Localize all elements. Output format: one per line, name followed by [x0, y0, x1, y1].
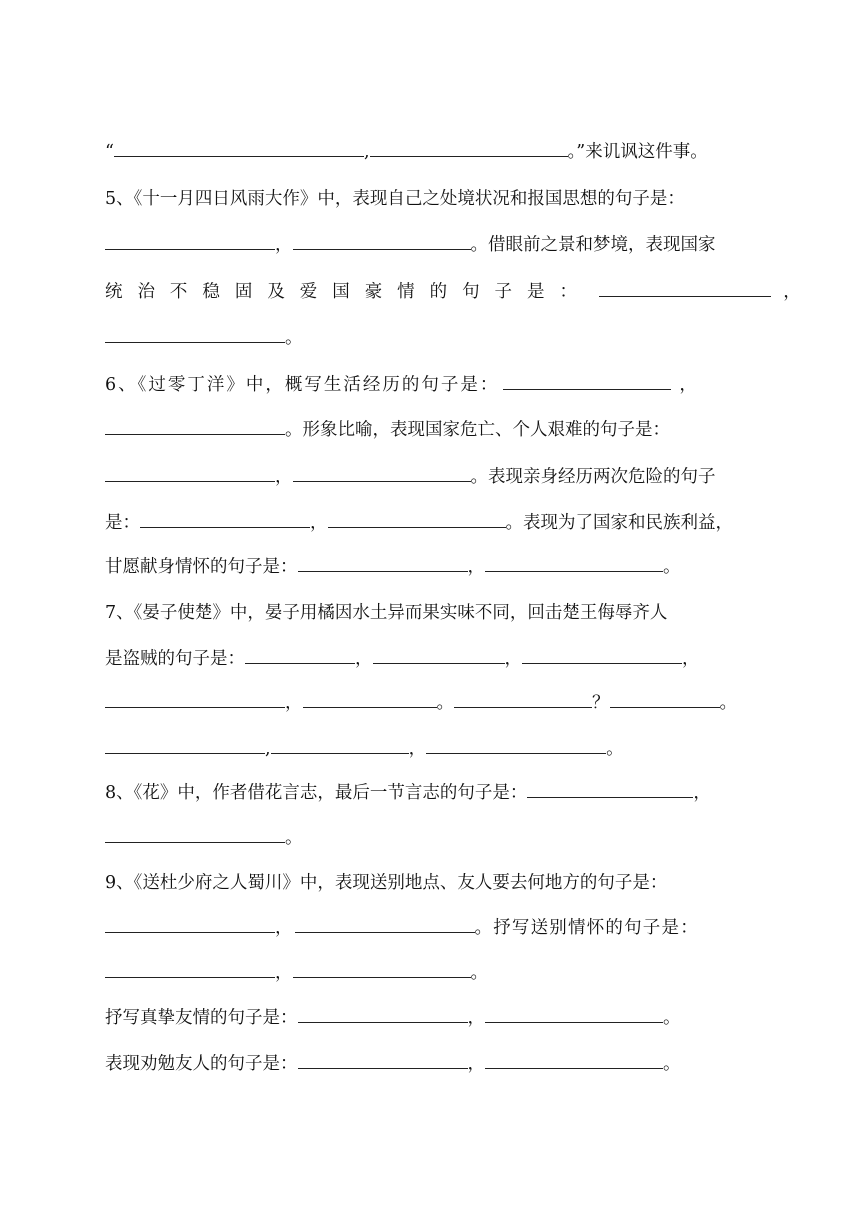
fill-blank[interactable]	[610, 691, 720, 708]
q6-heading: 6、《过零丁洋》中，概写生活经历的句子是： ，	[105, 375, 697, 395]
fill-blank[interactable]	[426, 737, 606, 754]
q9-encourage-line: 表现劝勉友人的句子是： ， 。	[105, 1054, 681, 1074]
fill-blank[interactable]	[293, 233, 471, 250]
fill-blank[interactable]	[373, 647, 505, 664]
fill-blank[interactable]	[140, 511, 310, 528]
q9-friendship-line: 抒写真挚友情的句子是： ， 。	[105, 1008, 681, 1028]
fill-blank[interactable]	[503, 373, 671, 390]
fill-blank[interactable]	[298, 1052, 468, 1069]
fill-blank[interactable]	[114, 140, 364, 157]
fill-blank[interactable]	[245, 647, 355, 664]
fill-blank[interactable]	[105, 465, 275, 482]
q5-line-2: ， 。借眼前之景和梦境，表现国家	[105, 233, 757, 257]
q9-line-3: ， 。	[105, 961, 757, 985]
fill-blank[interactable]	[370, 140, 568, 157]
q5-heading: 5、《十一月四日风雨大作》中，表现自己之处境状况和报国思想的句子是：	[105, 189, 685, 209]
fill-blank[interactable]	[105, 737, 265, 754]
fill-blank[interactable]	[295, 916, 475, 933]
fill-blank[interactable]	[328, 511, 506, 528]
fill-blank[interactable]	[105, 961, 275, 978]
q8-heading: 8、《花》中，作者借花言志，最后一节言志的句子是： ，	[105, 783, 711, 803]
fill-blank[interactable]	[105, 826, 285, 843]
fill-blank[interactable]	[105, 326, 285, 343]
fill-blank[interactable]	[485, 1006, 663, 1023]
q9-heading: 9、《送杜少府之人蜀川》中，表现送别地点、友人要去何地方的句子是：	[105, 873, 668, 893]
fill-blank[interactable]	[298, 1006, 468, 1023]
q6-line-3: ， 。表现亲身经历两次危险的句子	[105, 465, 757, 489]
fill-blank[interactable]	[105, 418, 285, 435]
q6-line-4: 是： ， 。表现为了国家和民族利益，	[105, 513, 733, 533]
fill-blank[interactable]	[599, 280, 771, 297]
fill-blank[interactable]	[271, 737, 409, 754]
open-quote: “	[105, 142, 114, 162]
line-end-text: 。”来讥讽这件事。	[567, 142, 708, 162]
fill-blank[interactable]	[485, 555, 663, 572]
fill-blank[interactable]	[485, 1052, 663, 1069]
fill-blank[interactable]	[105, 691, 285, 708]
comma: ,	[363, 142, 370, 162]
q5-line-4: 。	[105, 326, 757, 350]
q4-continuation-line	[105, 140, 757, 164]
q6-line-2: 。形象比喻，表现国家危亡、个人艰难的句子是：	[105, 418, 757, 442]
fill-blank[interactable]	[293, 465, 471, 482]
q6-line-5: 甘愿献身情怀的句子是： ， 。	[105, 557, 681, 577]
q7-line-3: ， 。 ？ 。	[105, 691, 757, 715]
fill-blank[interactable]	[527, 781, 693, 798]
fill-blank[interactable]	[454, 691, 592, 708]
fill-blank[interactable]	[105, 233, 275, 250]
q8-line-2: 。	[105, 826, 757, 850]
fill-blank[interactable]	[522, 647, 682, 664]
fill-blank[interactable]	[105, 916, 275, 933]
q9-line-2: ， 。抒写送别情怀的句子是：	[105, 916, 757, 940]
q7-line-4: , ， 。	[105, 737, 757, 761]
fill-blank[interactable]	[303, 691, 437, 708]
fill-blank[interactable]	[298, 555, 468, 572]
q7-line-2: 是盗贼的句子是： ， ， ，	[105, 649, 700, 669]
q5-line-3: 统 治 不 稳 固 及 爱 国 豪 情 的 句 子 是 ： ，	[105, 282, 801, 302]
fill-blank[interactable]	[293, 961, 471, 978]
q7-heading: 7、《晏子使楚》中，晏子用橘因水土异而果实味不同，回击楚王侮辱齐人	[105, 603, 668, 623]
